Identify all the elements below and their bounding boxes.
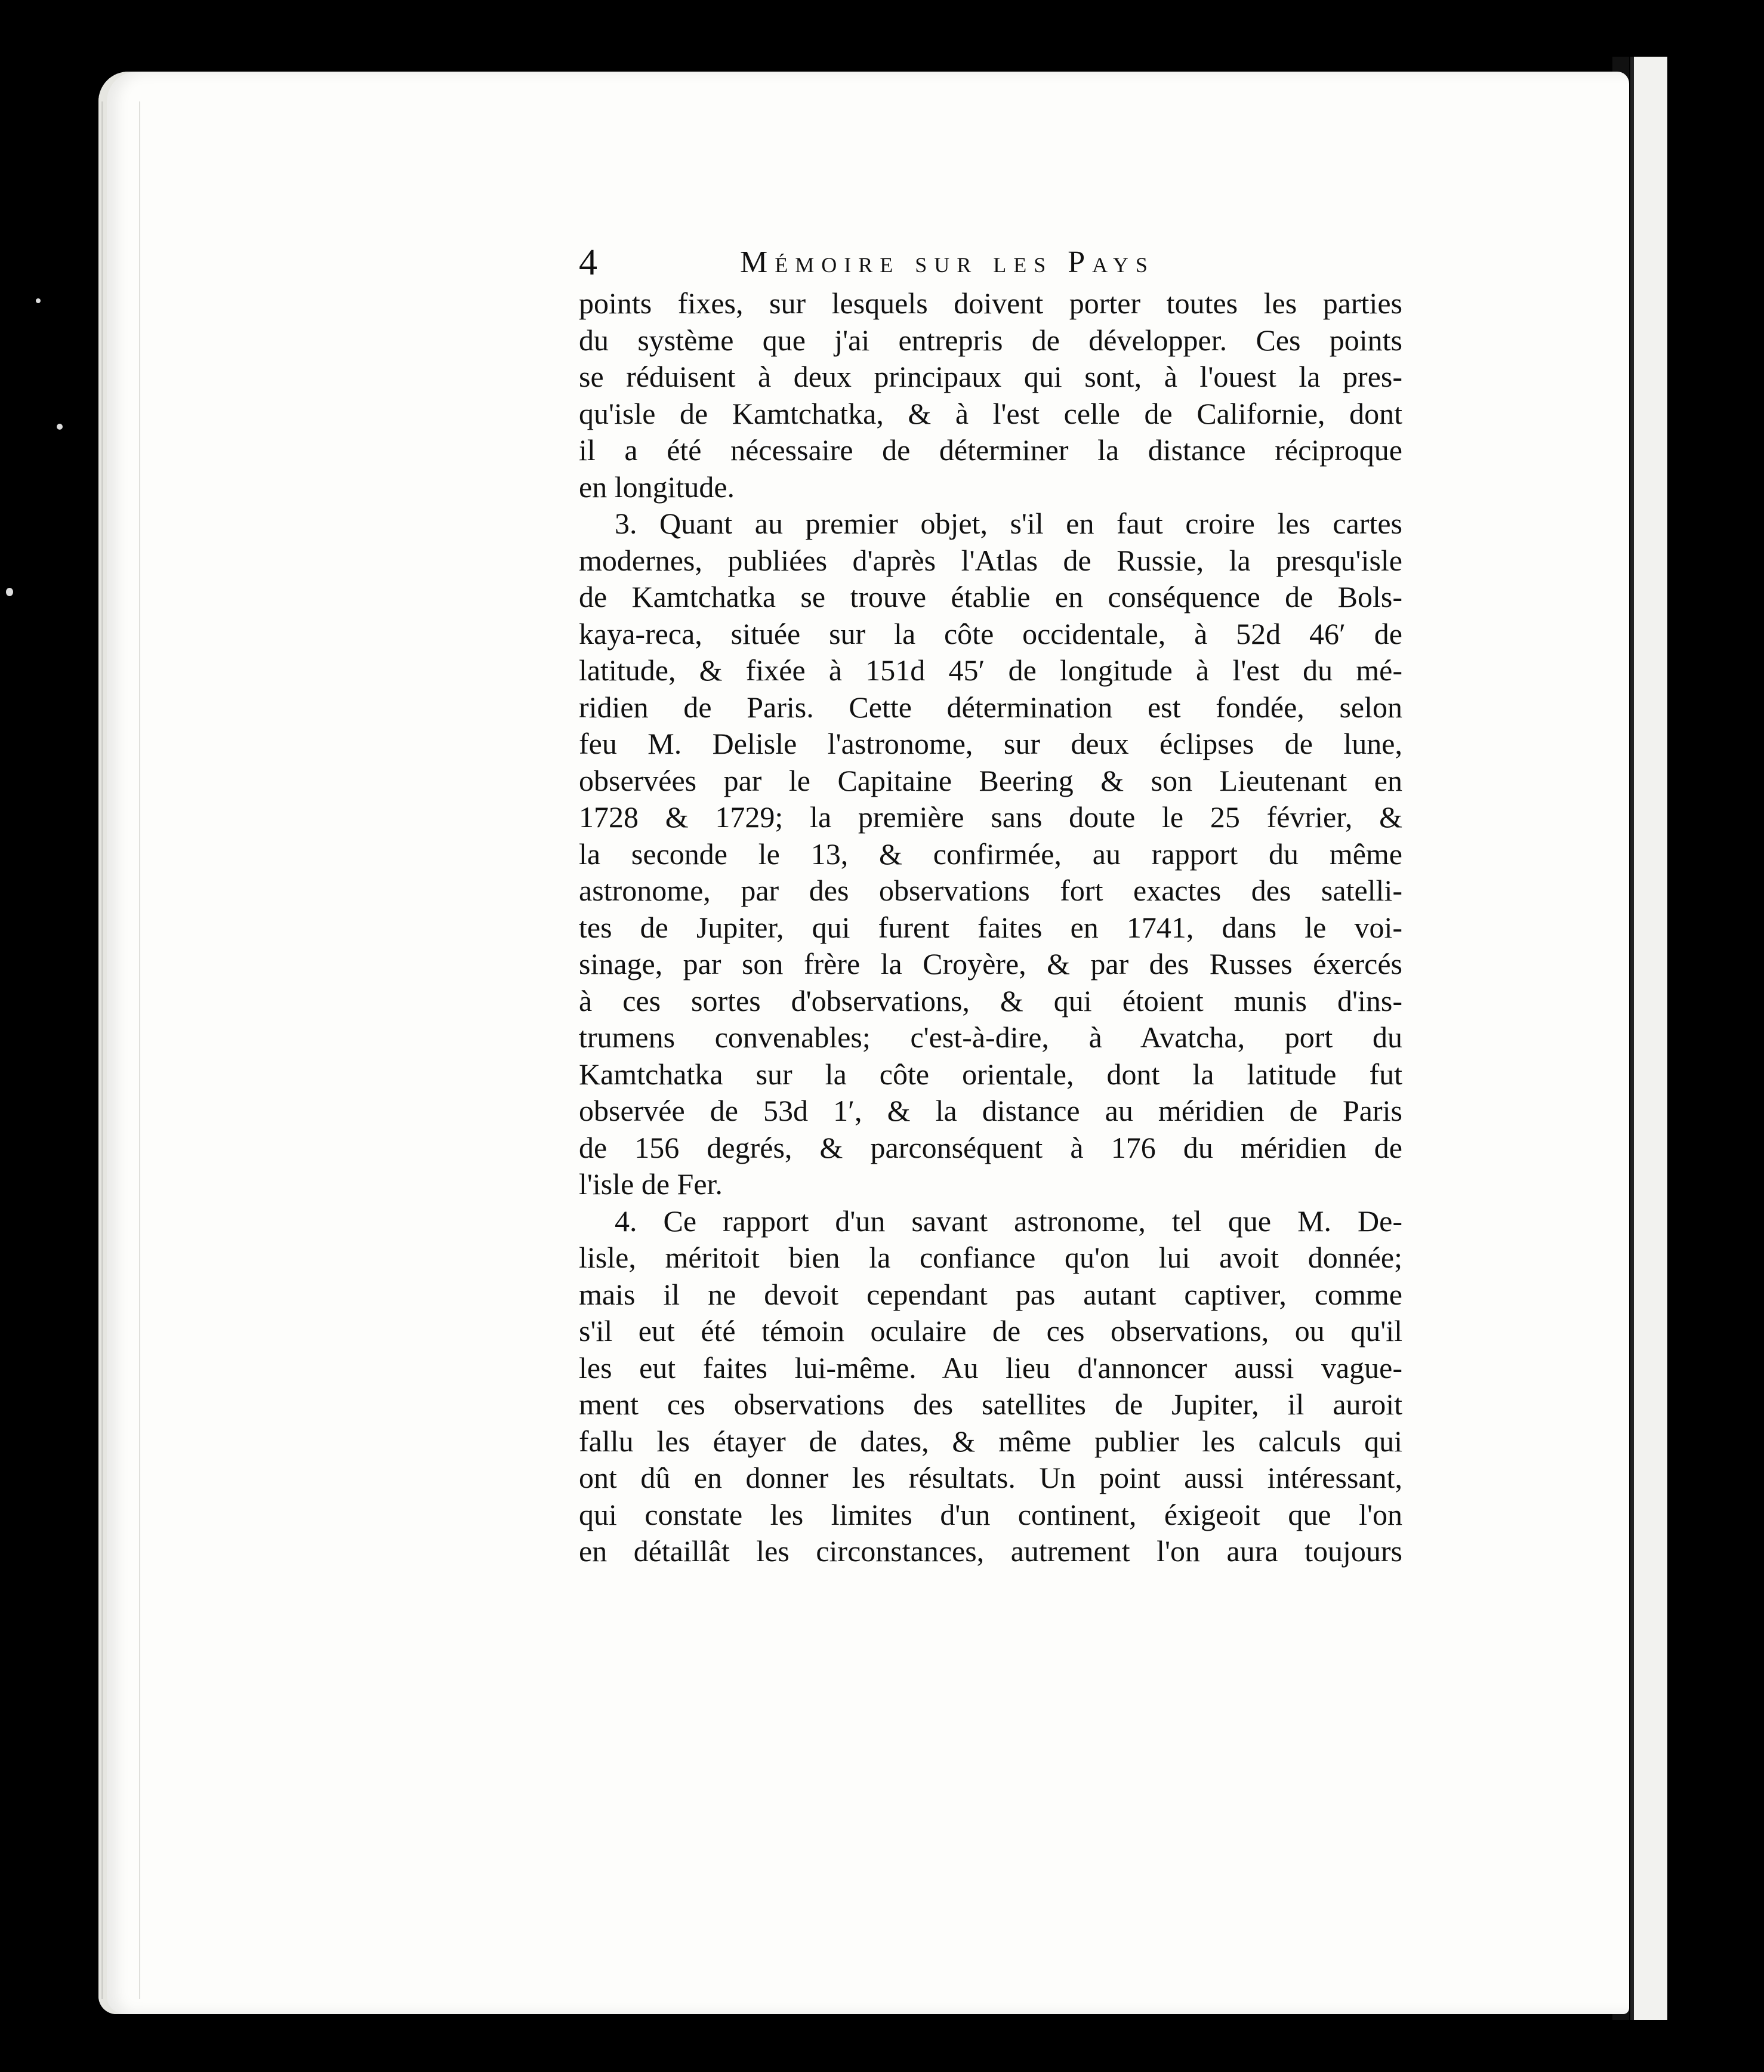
scan-speck: [57, 424, 63, 430]
text-line: latitude, & fixée à 151d 45′ de longitude à l'est du mé-: [579, 653, 1402, 687]
text-line: astronome, par des observations fort exactes des satelli-: [579, 874, 1402, 907]
facing-page-edge: [1630, 57, 1667, 2020]
text-line: l'isle de Fer.: [579, 1167, 723, 1201]
text-line: lisle, méritoit bien la confiance qu'on lui avoit donnée;: [579, 1241, 1402, 1274]
scan-speck: [36, 298, 41, 303]
page-fore-edges: [101, 101, 140, 1999]
scan-speck: [6, 588, 13, 596]
text-line: 1728 & 1729; la première sans doute le 25 février, &: [579, 800, 1402, 834]
text-line: les eut faites lui-même. Au lieu d'annoncer aussi vague-: [579, 1350, 1402, 1385]
text-line: se réduisent à deux principaux qui sont, à l'ouest la pres-: [579, 360, 1402, 393]
text-line: la seconde le 13, & confirmée, au rapport du même: [579, 837, 1402, 871]
text-line: trumens convenables; c'est-à-dire, à Avatcha, port du: [579, 1020, 1402, 1054]
text-line: de 156 degrés, & parconséquent à 176 du méridien de: [579, 1130, 1402, 1164]
text-line: du système que j'ai entrepris de développer. Ces points: [579, 323, 1402, 357]
text-line: qui constate les limites d'un continent, éxigeoit que l'on: [579, 1497, 1402, 1531]
text-line: il a été nécessaire de déterminer la distance réciproque: [579, 433, 1402, 467]
text-line: en détaillât les circonstances, autrement l'on aura toujours: [579, 1534, 1402, 1568]
body-text: [579, 285, 1402, 1570]
text-line: ont dû en donner les résultats. Un point aussi intéressant,: [579, 1461, 1402, 1494]
text-line: tes de Jupiter, qui furent faites en 1741, dans le voi-: [579, 910, 1402, 944]
running-head: [579, 242, 1408, 283]
text-line: de Kamtchatka se trouve établie en conséquence de Bols-: [579, 580, 1402, 613]
text-line: observée de 53d 1′, & la distance au méridien de Paris: [579, 1094, 1402, 1127]
text-line: mais il ne devoit cependant pas autant captiver, comme: [579, 1277, 1402, 1311]
text-line: points fixes, sur lesquels doivent porter toutes les parties: [579, 286, 1402, 320]
running-title: Mémoire sur les Pays: [740, 245, 1155, 279]
text-line: en longitude.: [579, 470, 735, 504]
text-line: observées par le Capitaine Beering & son Lieutenant en: [579, 763, 1402, 797]
text-line: sinage, par son frère la Croyère, & par des Russes éxercés: [579, 947, 1402, 980]
text-line: 3. Quant au premier objet, s'il en faut croire les cartes: [615, 507, 1402, 540]
text-line: kaya-reca, située sur la côte occidentale, à 52d 46′ de: [579, 616, 1402, 650]
text-line: 4. Ce rapport d'un savant astronome, tel que M. De-: [615, 1204, 1402, 1238]
text-line: ment ces observations des satellites de Jupiter, il auroit: [579, 1388, 1402, 1421]
text-line: modernes, publiées d'après l'Atlas de Russie, la presqu'isle: [579, 543, 1402, 577]
text-line: fallu les étayer de dates, & même publier les calculs qui: [579, 1424, 1402, 1458]
page-number: 4: [579, 242, 597, 283]
text-line: Kamtchatka sur la côte orientale, dont la latitude fut: [579, 1057, 1402, 1091]
text-line: feu M. Delisle l'astronome, sur deux éclipses de lune,: [579, 727, 1402, 760]
text-line: à ces sortes d'observations, & qui étoient munis d'ins-: [579, 983, 1402, 1018]
text-line: s'il eut été témoin oculaire de ces observations, ou qu'il: [579, 1314, 1402, 1348]
text-line: qu'isle de Kamtchatka, & à l'est celle de Californie, dont: [579, 396, 1402, 430]
text-line: ridien de Paris. Cette détermination est fondée, selon: [579, 690, 1402, 724]
